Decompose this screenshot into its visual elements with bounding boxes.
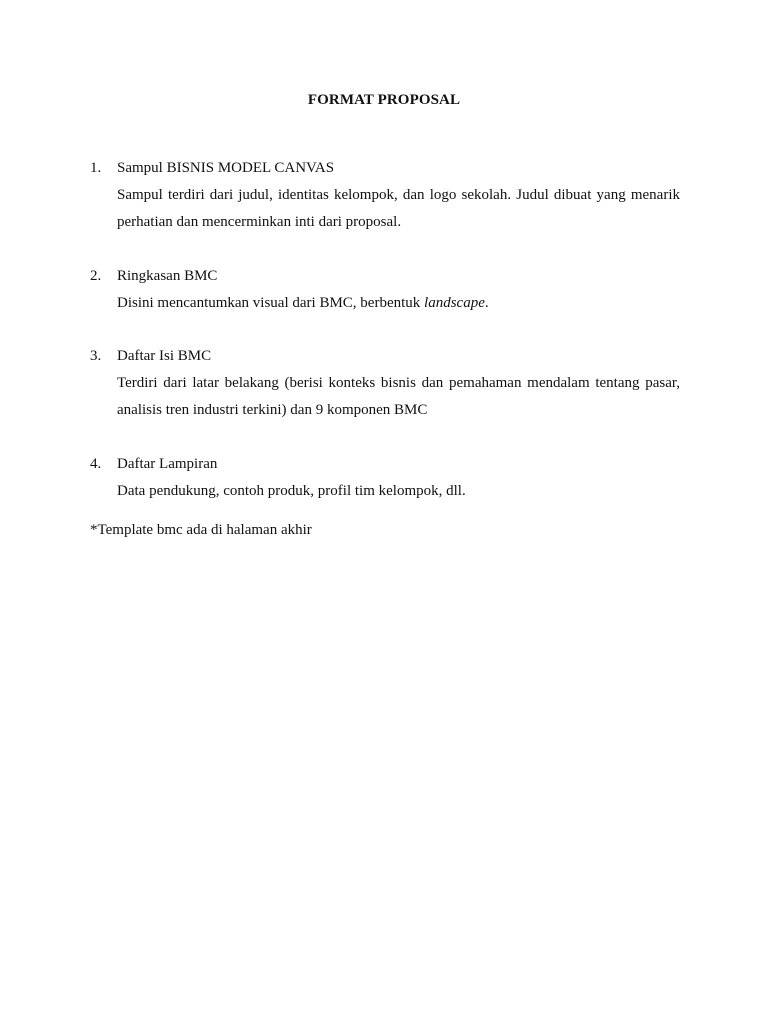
list-item-heading: Daftar Isi BMC: [117, 348, 212, 364]
description-emphasis: landscape: [424, 295, 485, 311]
list-item: [90, 263, 680, 317]
list-item: [90, 155, 680, 236]
list-item-heading: Ringkasan BMC: [117, 268, 218, 284]
list-item-body: [117, 263, 680, 317]
list-item-description: Sampul terdiri dari judul, identitas kelompok, dan logo sekolah. Judul dibuat yang menarik perhatian dan mencerminkan inti dari proposal.: [117, 187, 680, 230]
list-item-description: Data pendukung, contoh produk, profil tim kelompok, dll.: [117, 483, 466, 499]
list-item-number: 3.: [90, 348, 102, 364]
list-item-heading: Daftar Lampiran: [117, 456, 218, 472]
list-item-body: [117, 155, 680, 236]
description-text: Disini mencantumkan visual dari BMC, berbentuk: [117, 295, 425, 311]
list-item: [90, 343, 680, 424]
description-suffix: .: [484, 295, 489, 311]
document-title: FORMAT PROPOSAL: [307, 92, 461, 108]
list-item-description: Terdiri dari latar belakang (berisi konteks bisnis dan pemahaman mendalam tentang pasar, analisis tren industri terkini) dan 9 komponen BMC: [117, 375, 680, 418]
list-item-number: 1.: [90, 160, 102, 176]
list-item: [90, 451, 680, 505]
footnote: *Template bmc ada di halaman akhir: [90, 522, 312, 538]
list-item-body: [117, 451, 680, 505]
list-item-heading: Sampul BISNIS MODEL CANVAS: [117, 160, 335, 176]
list-item-body: [117, 343, 680, 424]
list-item-number: 2.: [90, 268, 102, 284]
list-item-number: 4.: [90, 456, 102, 472]
list-item-description: [117, 290, 680, 317]
